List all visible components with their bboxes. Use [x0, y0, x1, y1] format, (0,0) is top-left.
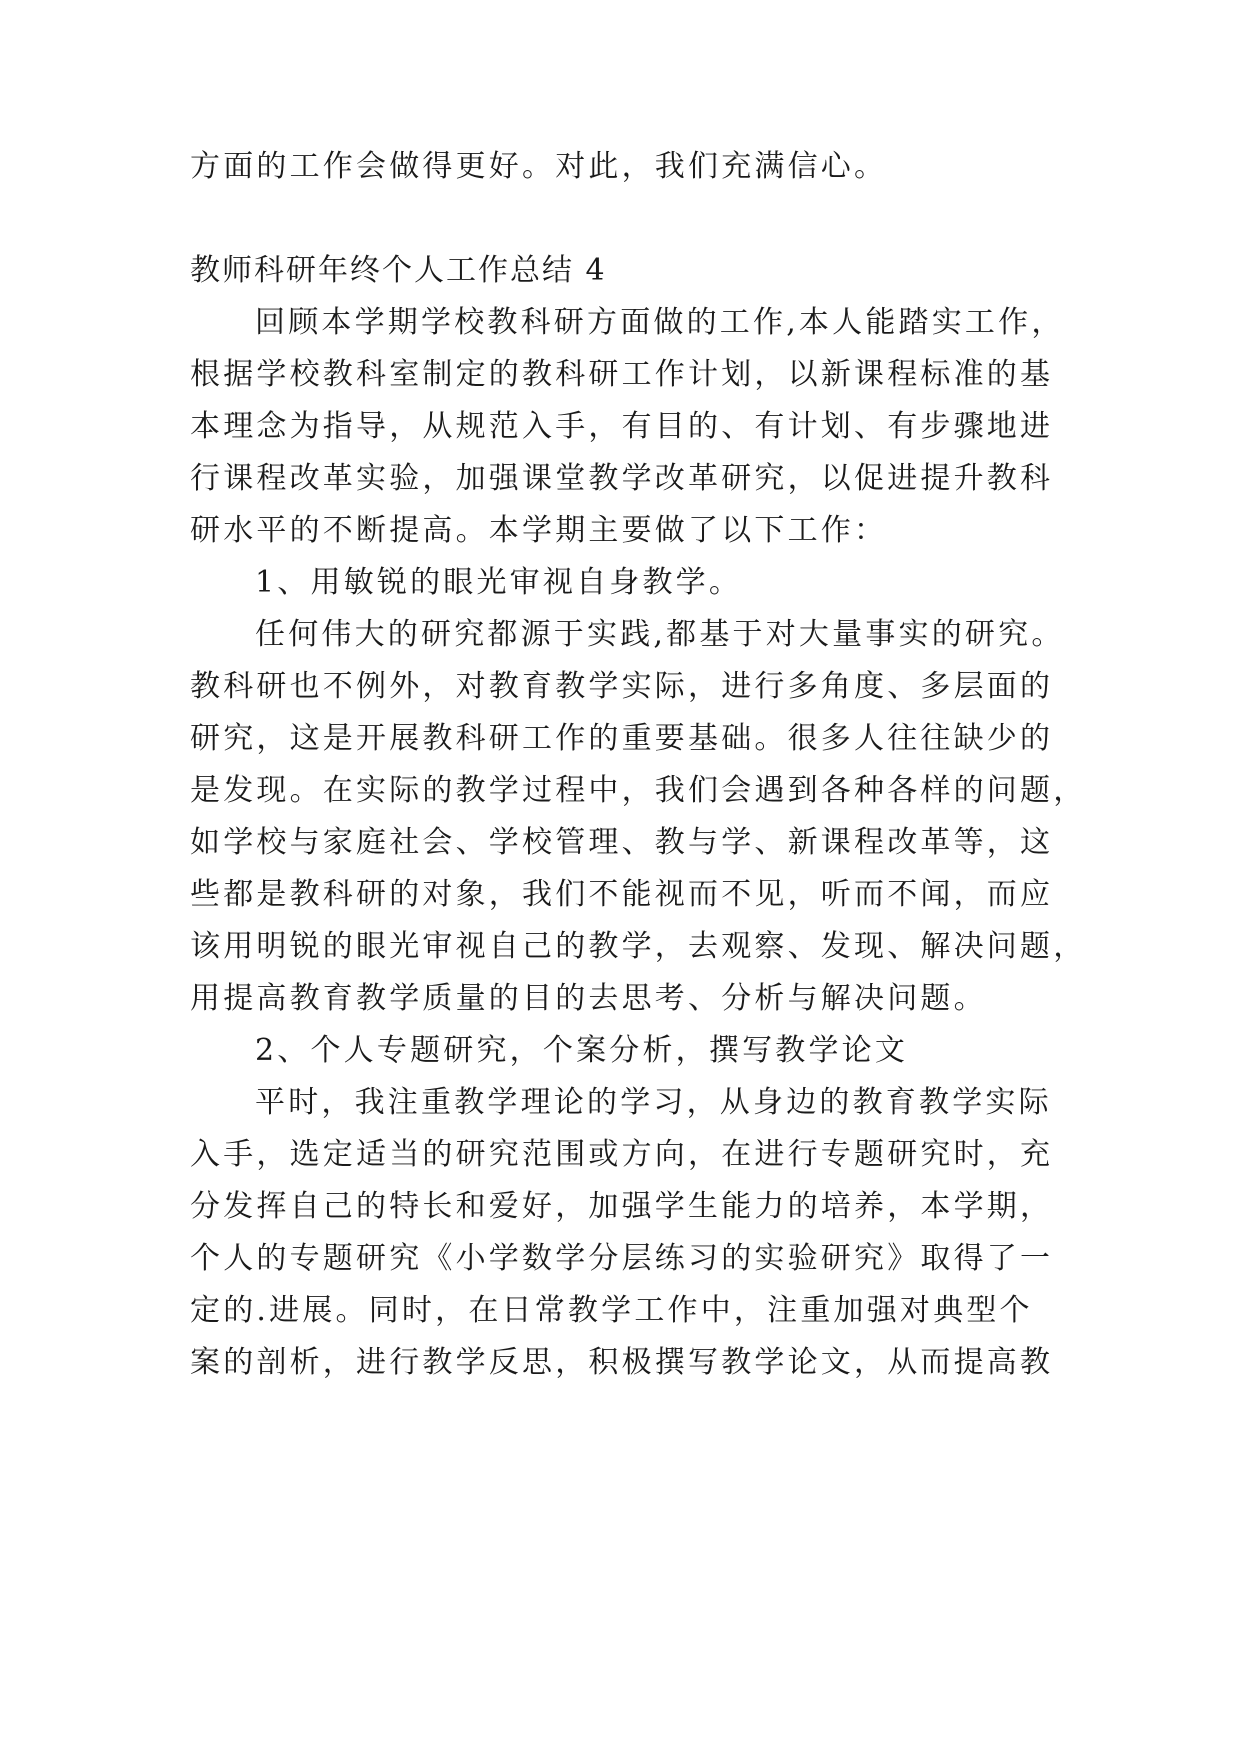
paragraph-line: 定的.进展。同时，在日常教学工作中，注重加强对典型个 [190, 1293, 1033, 1328]
paragraph-line: 根据学校教科室制定的教科研工作计划，以新课程标准的基 [190, 357, 1054, 392]
list-heading: 1、用敏锐的眼光审视自身教学。 [255, 565, 743, 600]
paragraph-line: 本理念为指导，从规范入手，有目的、有计划、有步骤地进 [190, 409, 1054, 444]
paragraph-line: 教科研也不例外，对教育教学实际，进行多角度、多层面的 [190, 669, 1054, 704]
paragraph-line: 平时，我注重教学理论的学习，从身边的教育教学实际 [255, 1085, 1052, 1120]
paragraph-line: 分发挥自己的特长和爱好，加强学生能力的培养，本学期， [190, 1189, 1054, 1224]
paragraph-line: 研水平的不断提高。本学期主要做了以下工作： [190, 513, 888, 548]
paragraph-line: 用提高教育教学质量的目的去思考、分析与解决问题。 [190, 981, 987, 1016]
paragraph-line: 如学校与家庭社会、学校管理、教与学、新课程改革等，这 [190, 825, 1054, 860]
paragraph-line: 入手，选定适当的研究范围或方向，在进行专题研究时，充 [190, 1137, 1054, 1172]
continuation-line: 方面的工作会做得更好。对此，我们充满信心。 [190, 149, 888, 184]
paragraph-line: 该用明锐的眼光审视自己的教学，去观察、发现、解决问题， [190, 929, 1087, 964]
paragraph-line: 任何伟大的研究都源于实践,都基于对大量事实的研究。 [255, 617, 1065, 652]
paragraph-line: 是发现。在实际的教学过程中，我们会遇到各种各样的问题， [190, 773, 1087, 808]
paragraph-line: 回顾本学期学校教科研方面做的工作,本人能踏实工作， [255, 305, 1065, 340]
paragraph-line: 研究，这是开展教科研工作的重要基础。很多人往往缺少的 [190, 721, 1054, 756]
paragraph-line: 个人的专题研究《小学数学分层练习的实验研究》取得了一 [190, 1241, 1054, 1276]
section-title: 教师科研年终个人工作总结 4 [190, 253, 607, 288]
paragraph-line: 行课程改革实验，加强课堂教学改革研究，以促进提升教科 [190, 461, 1054, 496]
list-heading: 2、个人专题研究，个案分析，撰写教学论文 [255, 1033, 909, 1068]
paragraph-line: 案的剖析，进行教学反思，积极撰写教学论文，从而提高教 [190, 1345, 1054, 1380]
paragraph-line: 些都是教科研的对象，我们不能视而不见，听而不闻，而应 [190, 877, 1054, 912]
